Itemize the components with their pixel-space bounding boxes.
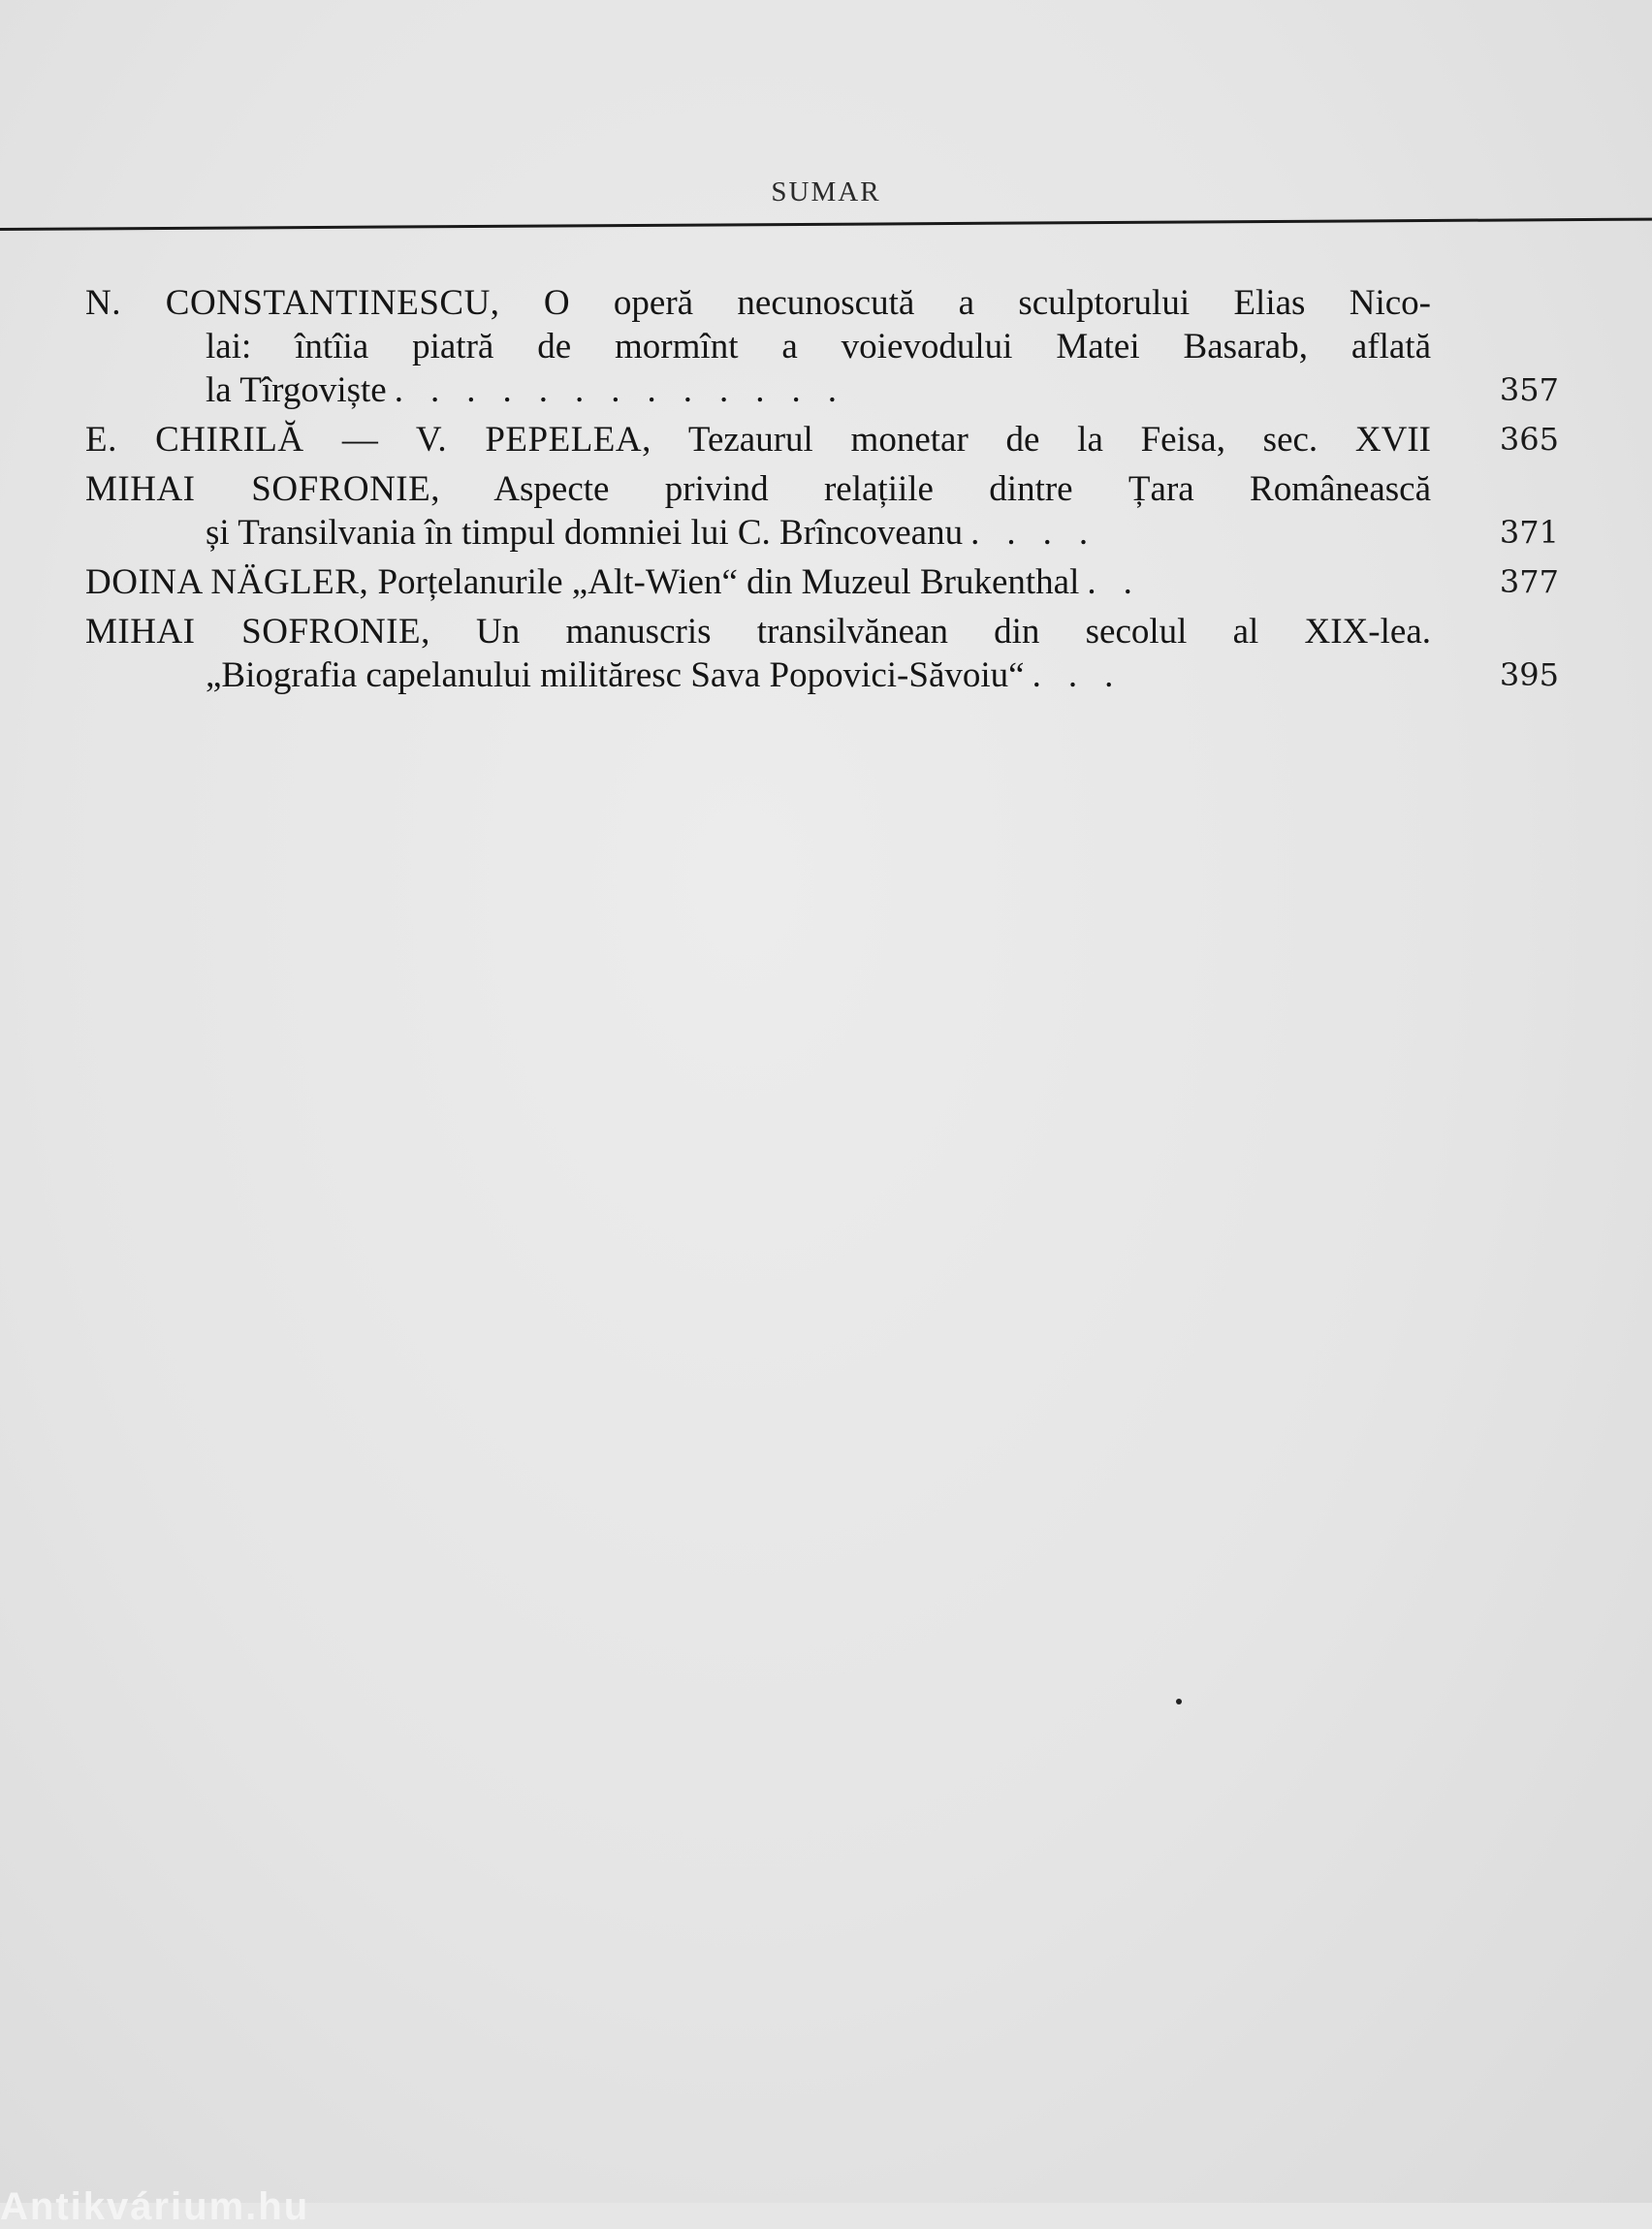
toc-entry <box>85 610 1559 697</box>
toc-page-number: 395 <box>1499 656 1559 693</box>
toc-entry-author: N. CONSTANTINESCU, <box>85 283 500 323</box>
toc-entry-title: la Tîrgoviște <box>206 370 387 410</box>
toc-entry <box>85 560 1559 604</box>
toc-entry-title: Un manuscris transilvănean din secolul al XIX-lea. <box>429 612 1431 652</box>
toc-leader-dots: ... <box>1032 655 1141 695</box>
toc-page-number: 371 <box>1499 514 1559 551</box>
header-rule <box>0 218 1652 231</box>
watermark: Antikvárium.hu <box>0 2185 310 2228</box>
toc-entry-title: Aspecte privind relațiile dintre Țara Românească <box>439 469 1431 509</box>
toc-entry-line <box>85 653 1431 697</box>
toc-leader-dots: ............. <box>394 370 864 410</box>
toc-entry-title: Porțelanurile „Alt-Wien“ din Muzeul Brukenthal <box>368 562 1080 602</box>
toc-entry-line <box>85 368 1431 412</box>
toc-entry <box>85 418 1559 462</box>
table-of-contents <box>85 281 1559 697</box>
toc-entry-title: lai: întîia piatră de mormînt a voievodului Matei Basarab, aflată <box>206 327 1431 366</box>
toc-entry-line <box>85 418 1431 462</box>
toc-entry-line <box>85 560 1431 604</box>
toc-page-number: 365 <box>1499 421 1559 458</box>
toc-entry-line <box>85 610 1431 653</box>
toc-entry-author: MIHAI SOFRONIE, <box>85 612 430 652</box>
toc-entry-line <box>85 467 1431 511</box>
toc-leader-dots: .... <box>970 513 1116 553</box>
toc-entry-title: Tezaurul monetar de la Feisa, sec. XVII <box>651 420 1431 460</box>
toc-entry-author: DOINA NÄGLER, <box>85 562 369 602</box>
toc-entry <box>85 467 1559 555</box>
toc-entry-title: și Transilvania în timpul domniei lui C. Brîncoveanu <box>206 513 964 553</box>
toc-page-number: 377 <box>1499 563 1559 600</box>
toc-entry-title: O operă necunoscută a sculptorului Elias Nico- <box>499 283 1431 323</box>
toc-leader-dots: .. <box>1087 562 1160 602</box>
paper-speck <box>1176 1699 1182 1704</box>
toc-entry-line <box>85 511 1431 555</box>
toc-entry-author: MIHAI SOFRONIE, <box>85 469 440 509</box>
toc-entry-line <box>85 325 1431 368</box>
toc-page-number: 357 <box>1499 371 1559 408</box>
toc-entry-title: „Biografia capelanului milităresc Sava Popovici-Săvoiu“ <box>206 655 1025 695</box>
toc-entry <box>85 281 1559 412</box>
page-header-title: SUMAR <box>771 176 881 207</box>
toc-entry-line <box>85 281 1431 325</box>
toc-entry-author: E. CHIRILĂ — V. PEPELEA, <box>85 420 651 460</box>
